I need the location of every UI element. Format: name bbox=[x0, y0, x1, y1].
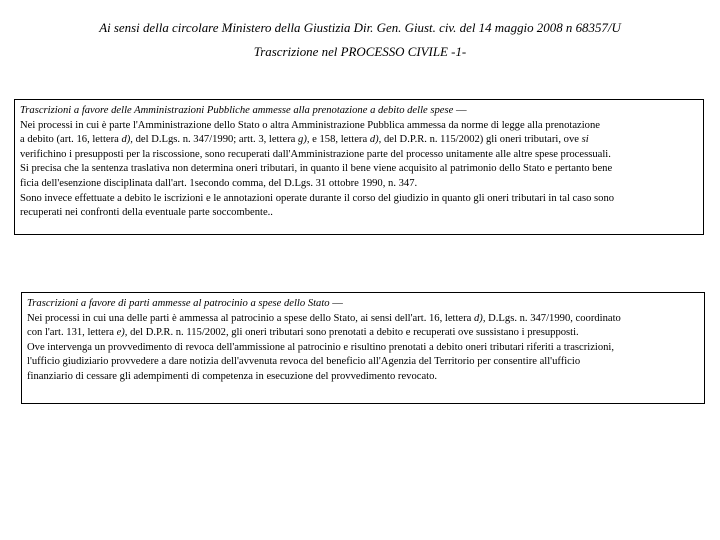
text-run: a debito (art. 16, lettera bbox=[20, 134, 122, 146]
paragraph-line: Ove intervenga un provvedimento di revoca dell'ammissione al patrocinio e risultino prenotati a debito oneri tributari riferiti a trascrizioni, bbox=[27, 341, 615, 353]
text-run: e 158, lettera bbox=[309, 134, 370, 146]
paragraph-line: verifichino i presupposti per la riscossione, sono recuperati dall'Amministrazione parte del processo unitamente alle altre spese processuali. bbox=[20, 148, 611, 160]
public-administration-heading-line bbox=[20, 104, 699, 119]
patrocinio-box bbox=[21, 292, 705, 404]
heading-dash: — bbox=[453, 105, 467, 116]
paragraph-line: Nei processi in cui è parte l'Amministrazione dello Stato o altra Amministrazione Pubblica ammessa da norme di legge alla prenotazione bbox=[20, 119, 600, 131]
paragraph-line: Sono invece effettuate a debito le iscrizioni e le annotazioni operate durante il corso del giudizio in quanto gli oneri tributari in tal caso sono bbox=[20, 192, 615, 204]
paragraph-line bbox=[27, 326, 700, 341]
text-run: del D.Lgs. n. 347/1990; artt. 3, lettera bbox=[132, 134, 299, 146]
paragraph-line: recuperati nei confronti della eventuale parte soccombente.. bbox=[20, 207, 273, 219]
text-run-italic: e), bbox=[116, 327, 128, 339]
text-run: Nei processi in cui una delle parti è ammessa al patrocinio a spese dello Stato, ai sensi dell'art. 16, lettera bbox=[27, 312, 474, 324]
paragraph-line bbox=[20, 133, 699, 148]
paragraph-line bbox=[27, 312, 700, 327]
text-run-italic: g), bbox=[298, 134, 310, 146]
text-run: del D.P.R. n. 115/2002) gli oneri tributari, ove bbox=[381, 134, 582, 146]
page-subtitle: Trascrizione nel PROCESSO CIVILE -1- bbox=[253, 44, 467, 59]
page-title: Ai sensi della circolare Ministero della Giustizia Dir. Gen. Giust. civ. del 14 maggio 2008 n 68357/U bbox=[99, 20, 621, 35]
text-run: con l'art. 131, lettera bbox=[27, 327, 117, 339]
paragraph-line: l'ufficio giudiziario provvedere a dare notizia dell'avvenuta revoca del beneficio all'Agenzia del Territorio per consentire all'ufficio bbox=[27, 356, 581, 368]
paragraph-line: Si precisa che la sentenza traslativa non determina oneri tributari, in quanto il bene viene acquisito al patrimonio dello Stato e pertanto bene bbox=[20, 163, 613, 175]
text-run: del D.P.R. n. 115/2002, gli oneri tributari sono prenotati a debito e recuperati ove sussistano i presupposti. bbox=[127, 327, 579, 339]
heading-dash: — bbox=[329, 298, 343, 309]
text-run-italic: d), bbox=[121, 134, 133, 146]
text-run-italic: d), bbox=[369, 134, 382, 146]
paragraph-line: ficia dell'esenzione disciplinata dall'art. 1secondo comma, del D.Lgs. 31 ottobre 1990, n. 347. bbox=[20, 177, 418, 189]
text-run-italic: d), bbox=[474, 312, 486, 324]
patrocinio-heading: Trascrizioni a favore di parti ammesse al patrocinio a spese dello Stato bbox=[27, 298, 330, 309]
text-run-italic: si bbox=[581, 134, 589, 146]
text-run: D.Lgs. n. 347/1990, coordinato bbox=[485, 312, 621, 324]
public-administration-box bbox=[14, 99, 704, 235]
public-administration-heading: Trascrizioni a favore delle Amministrazioni Pubbliche ammesse alla prenotazione a debito delle spese bbox=[20, 105, 454, 116]
paragraph-line: finanziario di cessare gli adempimenti di competenza in esecuzione del provvedimento revocato. bbox=[27, 370, 438, 382]
patrocinio-heading-line bbox=[27, 297, 700, 312]
